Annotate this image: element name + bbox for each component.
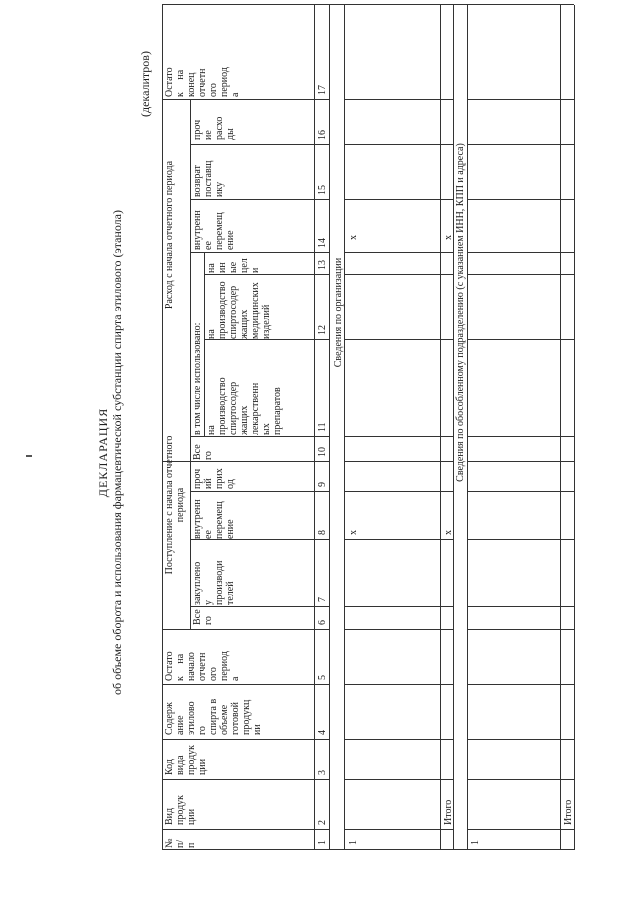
table-rule — [190, 606, 329, 607]
header-product-type: Вид продук ции — [164, 794, 197, 825]
header-other-expenditure: проч ие расхо ды — [192, 116, 236, 140]
table-rule — [329, 849, 344, 850]
header-receipt-total: Все го — [192, 609, 214, 625]
table-rule — [344, 5, 345, 850]
column-number: 1 — [317, 840, 328, 845]
table-rule — [162, 779, 329, 780]
table-rule — [190, 462, 191, 630]
column-number: 6 — [317, 620, 328, 625]
table-rule — [467, 99, 574, 100]
section1-total-x-expenditure: х — [443, 235, 454, 240]
column-number: 15 — [317, 185, 328, 195]
table-rule — [344, 739, 453, 740]
header-receipt: Поступление с начала отчетного периода — [164, 435, 186, 575]
section1-total-label: Итого — [443, 799, 454, 825]
document-title: ДЕКЛАРАЦИЯ — [96, 407, 110, 498]
column-number: 13 — [317, 260, 328, 270]
table-rule — [190, 100, 191, 462]
table-rule — [467, 684, 574, 685]
section1-title: Сведения по организации — [333, 257, 344, 368]
section2-total-label: Итого — [563, 799, 574, 825]
table-rule — [344, 252, 453, 253]
table-rule — [467, 829, 574, 830]
table-rule — [344, 4, 453, 5]
table-rule — [314, 5, 315, 850]
table-rule — [467, 252, 574, 253]
header-internal-receipt: внутренн ее перемещ ение — [192, 499, 236, 539]
table-rule — [190, 436, 329, 437]
table-rule — [560, 5, 561, 850]
table-rule — [162, 461, 329, 462]
column-number: 8 — [317, 530, 328, 535]
column-number: 16 — [317, 130, 328, 140]
header-other-purposes: на ин ые цел и — [206, 258, 261, 273]
table-rule — [204, 274, 329, 275]
table-rule — [344, 436, 453, 437]
table-rule — [344, 144, 453, 145]
table-rule — [467, 461, 574, 462]
table-rule — [162, 629, 329, 630]
header-expenditure: Расход с начала отчетного периода — [164, 160, 175, 310]
header-product-code: Код вида продук ции — [164, 744, 208, 775]
table-rule — [467, 274, 574, 275]
header-for-medical-devices: на производство спиртосодер жащих медицинских изделий — [206, 281, 272, 339]
section1-x-mark-receipt: х — [348, 530, 359, 535]
unit-label: (декалитров) — [138, 51, 152, 117]
header-balance-start: Остато к на начало отчетн ого период а — [164, 651, 241, 681]
table-rule — [162, 99, 329, 100]
header-expenditure-total: Все го — [192, 444, 214, 460]
table-rule — [344, 199, 453, 200]
page-mark — [26, 455, 32, 457]
table-rule — [344, 274, 453, 275]
table-rule — [204, 339, 329, 340]
table-rule — [453, 5, 454, 850]
column-number: 4 — [317, 730, 328, 735]
column-number: 10 — [317, 447, 328, 457]
table-rule — [162, 684, 329, 685]
header-balance-end: Остато к на конец отчетн ого период а — [164, 67, 241, 97]
table-rule — [344, 461, 453, 462]
table-rule — [190, 491, 329, 492]
table-rule — [344, 339, 453, 340]
table-rule — [190, 252, 329, 253]
table-rule — [344, 606, 453, 607]
table-rule — [467, 199, 574, 200]
header-other-receipt: проч ий прих од — [192, 468, 236, 489]
table-rule — [190, 539, 329, 540]
header-alcohol-content: Содерж ание этилово го спирта в объеме готовой продукц ии — [164, 698, 263, 735]
header-internal-expenditure: внутренн ее перемещ ение — [192, 210, 236, 250]
table-rule — [344, 99, 453, 100]
header-return-supplier: возврат поставщ ику — [192, 160, 225, 197]
table-rule — [162, 739, 329, 740]
table-rule — [440, 5, 441, 850]
document-subtitle: об объеме оборота и использования фармацевтической субстанции спирта этилового (этанола) — [110, 210, 124, 695]
table-rule — [204, 253, 205, 437]
table-rule — [190, 199, 329, 200]
table-rule — [344, 629, 453, 630]
table-rule — [467, 739, 574, 740]
table-rule — [344, 491, 453, 492]
table-rule — [467, 779, 574, 780]
table-rule — [467, 436, 574, 437]
table-rule — [162, 849, 329, 850]
table-rule — [344, 539, 453, 540]
section1-row-number: 1 — [348, 840, 359, 845]
section2-title: Сведения по обособленному подразделению (с указанием ИНН, КПП и адреса) — [455, 143, 466, 482]
column-number: 17 — [317, 85, 328, 95]
column-number: 5 — [317, 675, 328, 680]
table-rule — [467, 606, 574, 607]
table-rule — [467, 339, 574, 340]
column-number: 3 — [317, 770, 328, 775]
table-rule — [162, 829, 329, 830]
table-rule — [574, 5, 575, 850]
table-rule — [467, 849, 574, 850]
table-rule — [467, 629, 574, 630]
table-rule — [467, 144, 574, 145]
header-num: № п/ п — [164, 838, 197, 848]
header-including-used: в том числе использовано: — [192, 322, 203, 435]
section1-total-x-receipt: х — [443, 530, 454, 535]
table-rule — [344, 684, 453, 685]
table-rule — [329, 5, 330, 850]
column-number: 2 — [317, 820, 328, 825]
table-rule — [467, 4, 574, 5]
table-rule — [344, 829, 453, 830]
table-rule — [344, 779, 453, 780]
header-for-medicines: на производство спиртосодер жащих лекарственн ых препаратов — [206, 377, 283, 435]
table-rule — [190, 144, 329, 145]
column-number: 9 — [317, 482, 328, 487]
column-number: 11 — [317, 422, 328, 432]
table-rule — [162, 5, 163, 850]
column-number: 7 — [317, 597, 328, 602]
header-purchased: закуплено у производи телей — [192, 560, 236, 605]
table-rule — [453, 849, 467, 850]
column-number: 12 — [317, 325, 328, 335]
table-rule — [467, 491, 574, 492]
table-rule — [162, 4, 329, 5]
table-rule — [467, 5, 468, 850]
section2-row-number: 1 — [470, 840, 481, 845]
table-rule — [344, 849, 453, 850]
section1-x-mark-expenditure: х — [348, 235, 359, 240]
table-rule — [467, 539, 574, 540]
column-number: 14 — [317, 238, 328, 248]
